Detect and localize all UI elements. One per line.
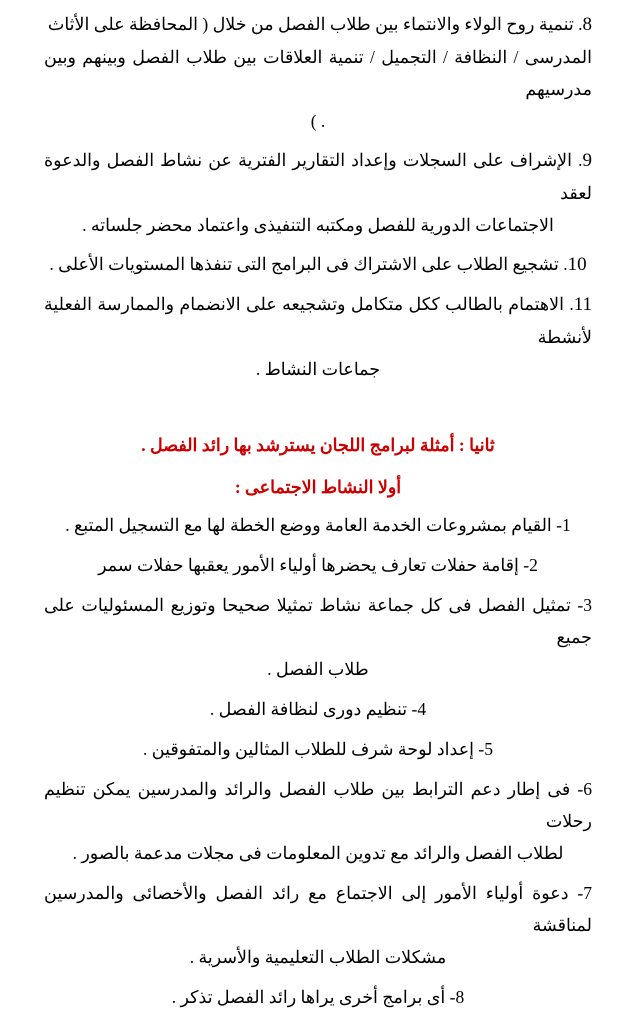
list-item-8 xyxy=(44,8,592,137)
item-line: 10. تشجيع الطلاب على الاشتراك فى البرامج التى تنفذها المستويات الأعلى . xyxy=(49,254,587,275)
example-number: 8 xyxy=(455,987,465,1007)
example-line: 6- فى إطار دعم الترابط بين طلاب الفصل والرائد والمدرسين يمكن تنظيم رحلات xyxy=(44,779,593,831)
example-number: 7 xyxy=(583,883,592,903)
example-item-7 xyxy=(44,877,592,973)
example-text: القيام بمشروعات الخدمة العامة ووضع الخطة لها مع التسجيل المتبع . xyxy=(65,515,552,535)
example-number: 6 xyxy=(583,779,593,799)
example-item-5: 5- إعداد لوحة شرف للطلاب المثالين والمتفوقين . xyxy=(143,739,493,759)
example-item-6 xyxy=(44,773,592,869)
item-number: 10 xyxy=(567,254,587,275)
example-text: إقامة حفلات تعارف يحضرها أولياء الأمور يعقبها حفلات سمر xyxy=(98,555,519,575)
example-line: طلاب الفصل . xyxy=(267,659,369,679)
section-heading: ثانيا : أمثلة لبرامج اللجان يسترشد بها رائد الفصل . xyxy=(141,435,495,455)
example-text: دعوة أولياء الأمور إلى الاجتماع مع رائد الفصل والأخصائى والمدرسين لمناقشة xyxy=(44,883,592,935)
example-item-1: 1- القيام بمشروعات الخدمة العامة ووضع الخطة لها مع التسجيل المتبع . xyxy=(65,515,571,535)
list-item-9 xyxy=(44,144,592,241)
item-text: تشجيع الطلاب على الاشتراك فى البرامج التى تنفذها المستويات الأعلى . xyxy=(49,254,559,274)
subsection-heading: أولا النشاط الاجتماعى : xyxy=(234,477,402,497)
item-line: المدرسى / النظافة / التجميل / تنمية العلاقات بين طلاب الفصل وبينهم وبين مدرسيهم xyxy=(44,47,592,99)
item-line: الاجتماعات الدورية للفصل ومكتبه التنفيذى واعتماد محضر جلساته . xyxy=(82,215,554,235)
item-line: جماعات النشاط . xyxy=(255,359,381,379)
item-line: . ) xyxy=(310,111,326,131)
item-text: الإشراف على السجلات وإعداد التقارير الفترية عن نشاط الفصل والدعوة لعقد xyxy=(44,150,592,203)
example-number: 2 xyxy=(529,555,538,575)
item-text: تنمية روح الولاء والانتماء بين طلاب الفصل من خلال ( المحافظة على الأثاث xyxy=(47,14,574,34)
example-item-3 xyxy=(44,589,592,685)
item-line: 9. الإشراف على السجلات وإعداد التقارير الفترية عن نشاط الفصل والدعوة لعقد xyxy=(44,150,592,203)
list-item-11 xyxy=(44,288,592,385)
example-text: تمثيل الفصل فى كل جماعة نشاط تمثيلا صحيحا وتوزيع المسئوليات على جميع xyxy=(44,595,592,647)
example-line: لطلاب الفصل والرائد مع تدوين المعلومات فى مجلات مدعمة بالصور . xyxy=(72,843,564,863)
item-number: 11 xyxy=(573,294,593,315)
example-line: مشكلات الطلاب التعليمية والأسرية . xyxy=(189,947,447,967)
example-text: تنظيم دورى لنظافة الفصل . xyxy=(209,699,408,719)
example-text: إعداد لوحة شرف للطلاب المثالين والمتفوقين . xyxy=(143,739,474,759)
item-number: 8 xyxy=(582,14,592,35)
example-text: فى إطار دعم الترابط بين طلاب الفصل والرائد والمدرسين يمكن تنظيم رحلات xyxy=(44,779,592,831)
example-number: 5 xyxy=(484,739,493,759)
item-line: 11. الاهتمام بالطالب ككل متكامل وتشجيعه على الانضمام والممارسة الفعلية لأنشطة xyxy=(44,294,593,347)
example-number: 3 xyxy=(583,595,592,615)
example-number: 4 xyxy=(417,699,427,719)
example-item-4: 4- تنظيم دورى لنظافة الفصل . xyxy=(209,699,427,719)
item-line: 8. تنمية روح الولاء والانتماء بين طلاب الفصل من خلال ( المحافظة على الأثاث xyxy=(47,14,592,35)
example-item-2: 2- إقامة حفلات تعارف يحضرها أولياء الأمور يعقبها حفلات سمر xyxy=(98,555,538,575)
item-number: 9 xyxy=(582,150,592,171)
example-text: أى برامج أخرى يراها رائد الفصل تذكر . xyxy=(171,987,446,1007)
example-number: 1 xyxy=(562,515,571,535)
list-item-10 xyxy=(44,248,592,281)
example-line: 7- دعوة أولياء الأمور إلى الاجتماع مع رائد الفصل والأخصائى والمدرسين لمناقشة xyxy=(44,883,592,935)
item-text: الاهتمام بالطالب ككل متكامل وتشجيعه على الانضمام والممارسة الفعلية لأنشطة xyxy=(44,294,592,347)
example-line: 3- تمثيل الفصل فى كل جماعة نشاط تمثيلا صحيحا وتوزيع المسئوليات على جميع xyxy=(44,595,592,647)
example-item-8: 8- أى برامج أخرى يراها رائد الفصل تذكر . xyxy=(171,987,465,1007)
